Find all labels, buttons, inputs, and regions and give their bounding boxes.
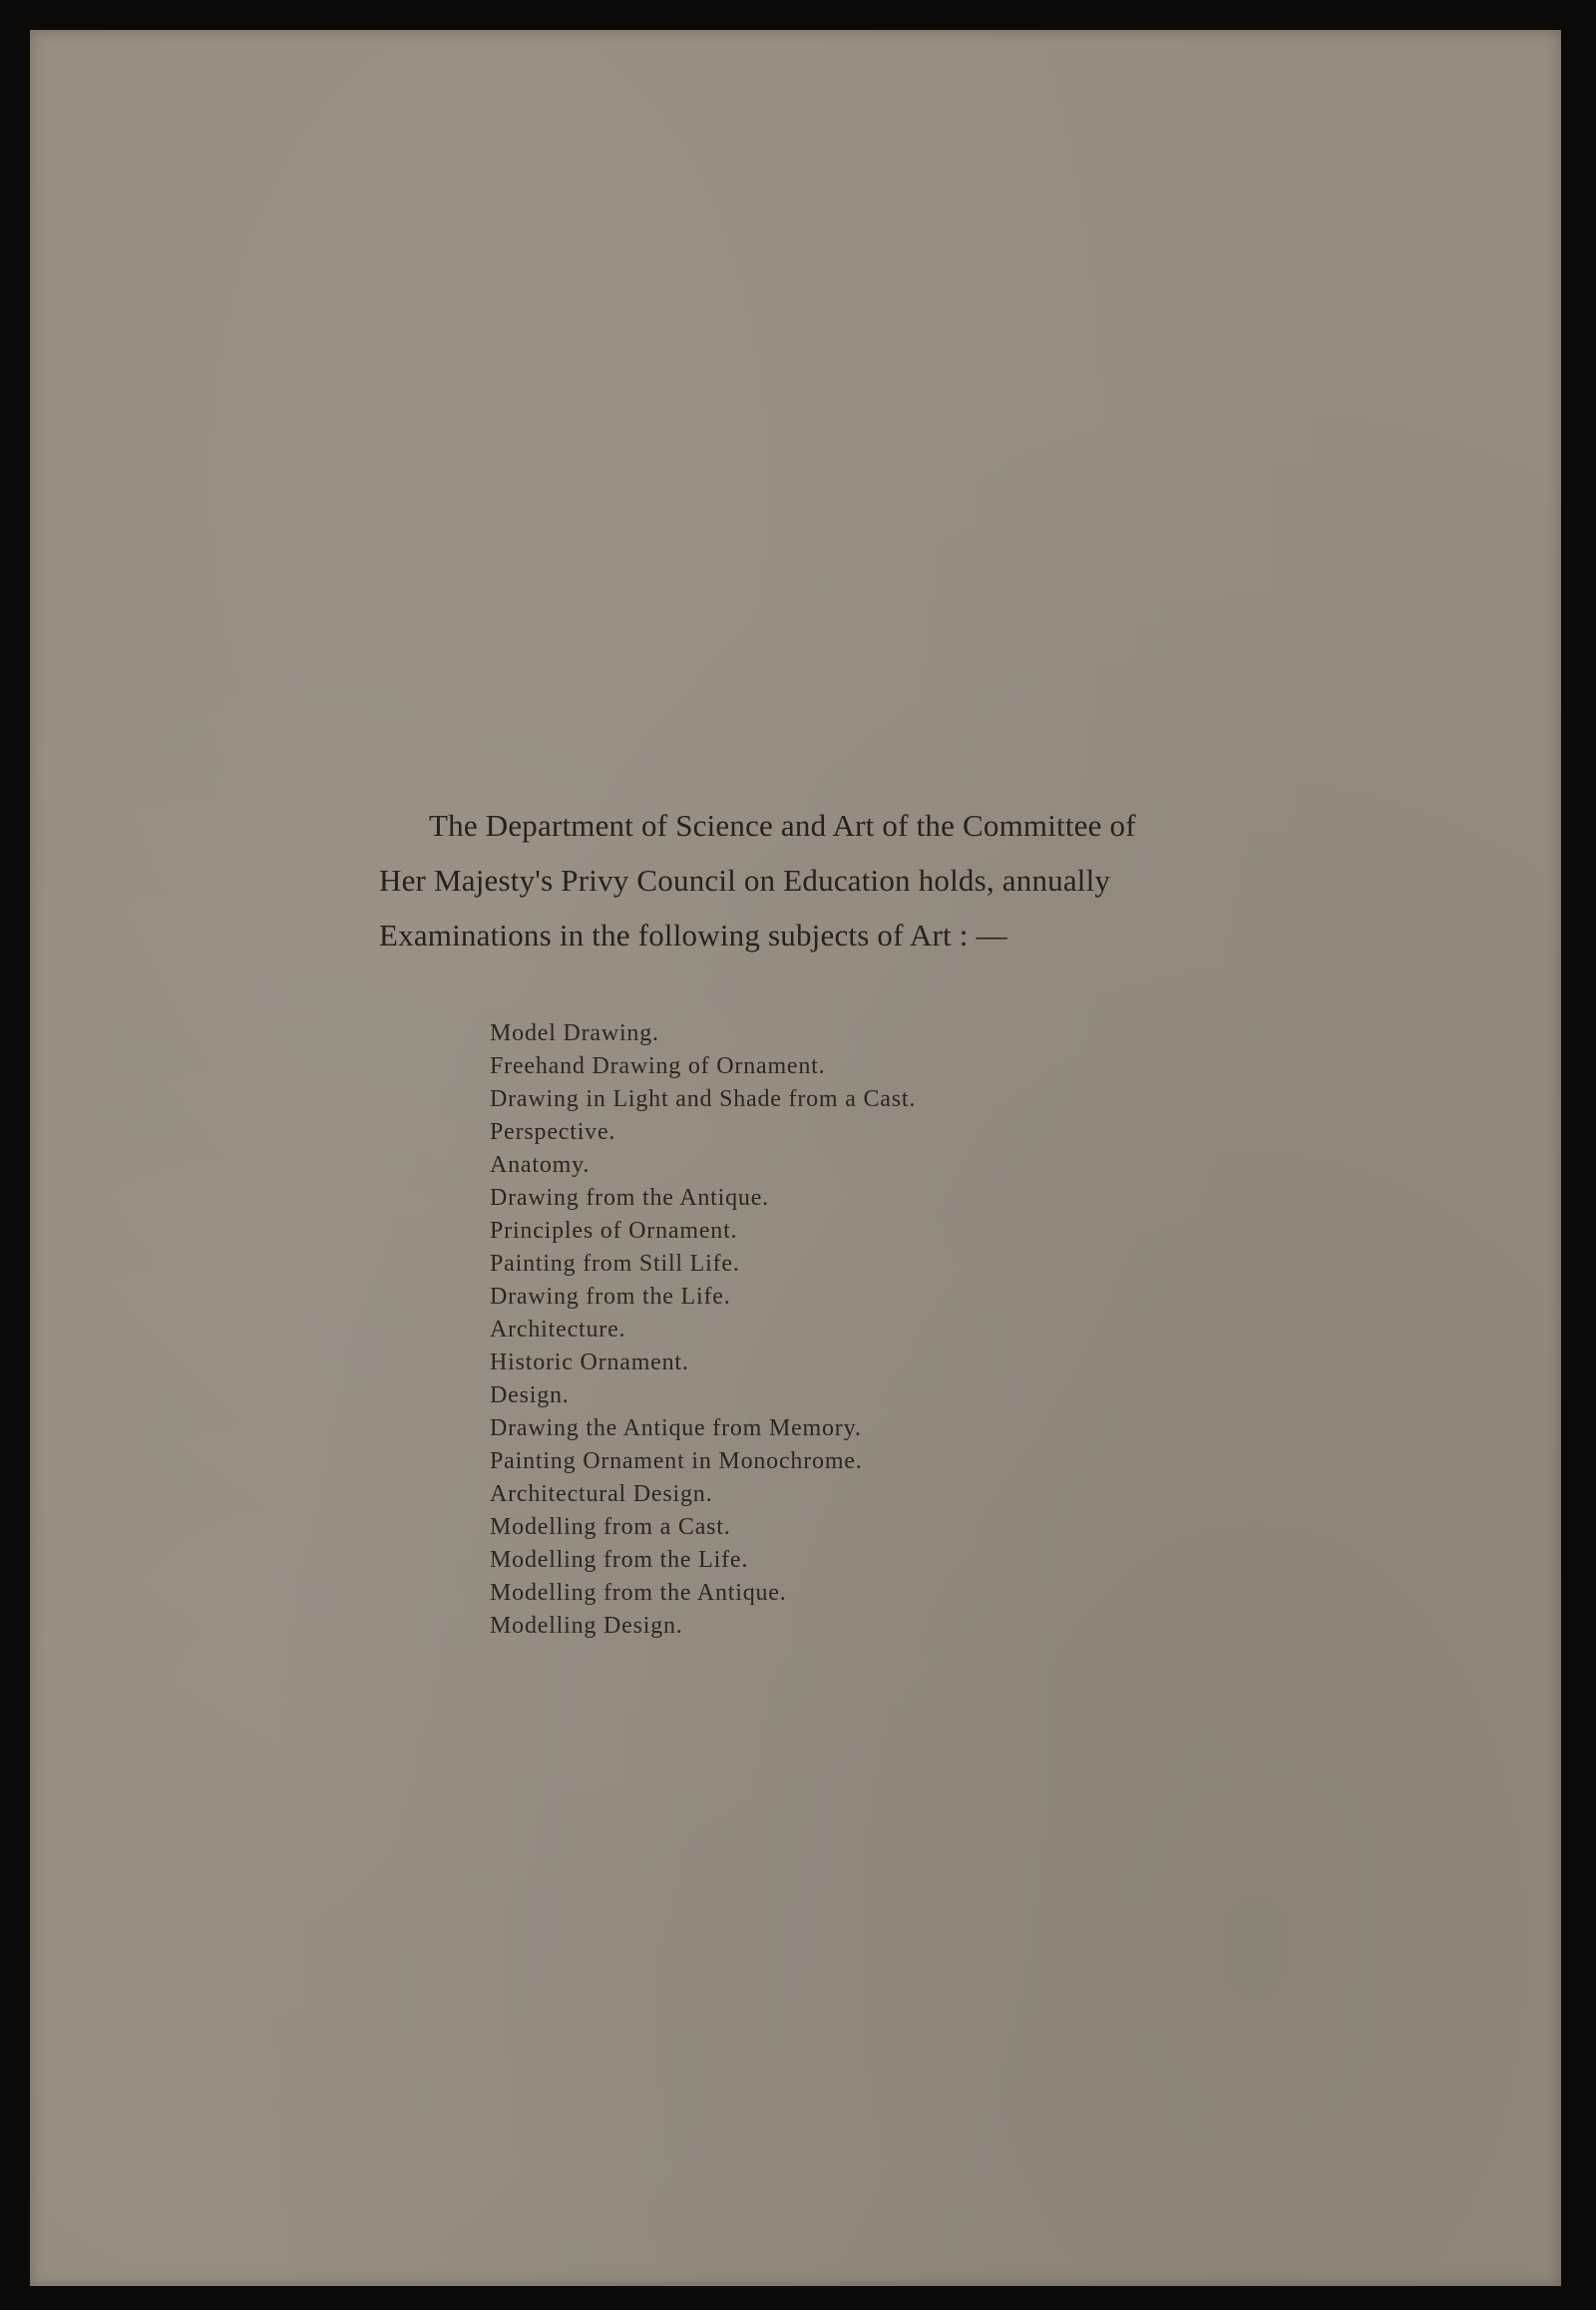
subject-item: Perspective. <box>490 1119 616 1145</box>
intro-line: Examinations in the following subjects of Art : — <box>379 918 1007 953</box>
subject-item: Drawing from the Antique. <box>490 1185 769 1211</box>
subject-item: Painting from Still Life. <box>490 1251 740 1277</box>
subject-item: Drawing in Light and Shade from a Cast. <box>490 1086 917 1112</box>
subject-item: Design. <box>490 1382 570 1408</box>
intro-paragraph <box>379 798 1277 962</box>
intro-line: Her Majesty's Privy Council on Education holds, annually <box>379 863 1111 898</box>
subject-item: Painting Ornament in Monochrome. <box>490 1448 863 1474</box>
subject-item: Modelling Design. <box>490 1613 683 1639</box>
subject-item: Modelling from the Antique. <box>490 1580 787 1606</box>
subjects-list <box>490 1017 916 1643</box>
subject-item: Drawing from the Life. <box>490 1284 731 1310</box>
subject-item: Architectural Design. <box>490 1481 713 1507</box>
subject-item: Drawing the Antique from Memory. <box>490 1415 862 1441</box>
subject-item: Anatomy. <box>490 1152 591 1178</box>
intro-line: The Department of Science and Art of the Committee of <box>429 808 1136 843</box>
subject-item: Principles of Ornament. <box>490 1218 738 1244</box>
subject-item: Modelling from the Life. <box>490 1547 749 1573</box>
subject-item: Historic Ornament. <box>490 1349 689 1375</box>
paper-sheet <box>30 30 1561 2286</box>
subject-item: Architecture. <box>490 1317 626 1343</box>
subject-item: Modelling from a Cast. <box>490 1514 731 1540</box>
subject-item: Model Drawing. <box>490 1020 659 1046</box>
subject-item: Freehand Drawing of Ornament. <box>490 1053 826 1079</box>
